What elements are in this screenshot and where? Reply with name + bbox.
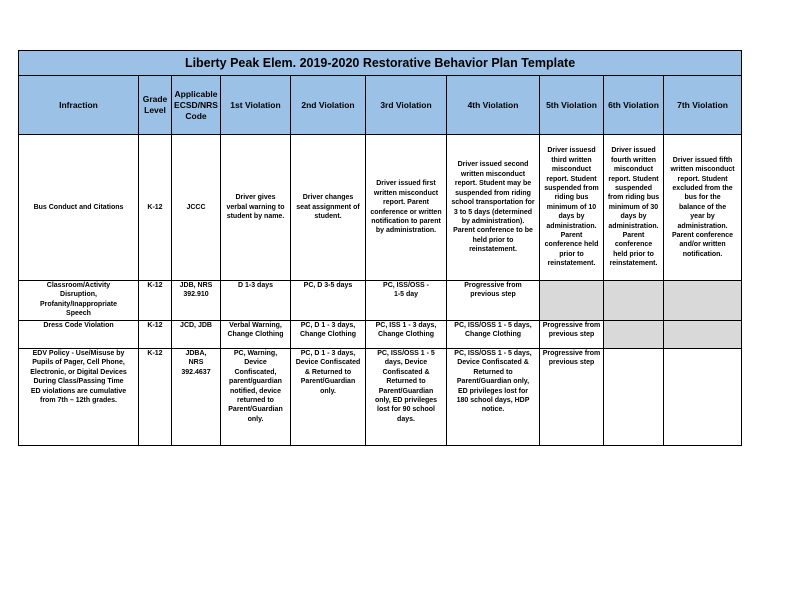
violation-4-cell: Driver issued second written misconduct report. Student may be suspended from riding school transportation for 3 to 5 days (determined by administration). Parent conference to be held prior to reinstatement.: [447, 135, 540, 281]
code-cell: JDB, NRS 392.910: [172, 281, 221, 321]
infraction-cell: Classroom/Activity Disruption, Profanity/Inappropriate Speech: [19, 281, 139, 321]
table-row: [19, 135, 742, 281]
violation-7-cell: [664, 349, 742, 446]
violation-2-cell: PC, D 1 - 3 days, Device Confiscated & Returned to Parent/Guardian only.: [291, 349, 366, 446]
violation-6-cell: Driver issued fourth written misconduct report. Student suspended from riding bus minimum of 30 days by administration. Parent conference held prior to reinstatement.: [604, 135, 664, 281]
violation-2-cell: Driver changes seat assignment of student.: [291, 135, 366, 281]
violation-1-cell: Driver gives verbal warning to student by name.: [221, 135, 291, 281]
header-row: [19, 76, 742, 135]
violation-5-cell: Progressive from previous step: [540, 321, 604, 349]
grade-cell: K-12: [139, 281, 172, 321]
violation-6-cell: [604, 321, 664, 349]
header-5th-violation: 5th Violation: [540, 76, 604, 135]
violation-1-cell: Verbal Warning, Change Clothing: [221, 321, 291, 349]
code-cell: JDBA, NRS 392.4637: [172, 349, 221, 446]
header-6th-violation: 6th Violation: [604, 76, 664, 135]
table-row: [19, 349, 742, 446]
grade-cell: K-12: [139, 349, 172, 446]
violation-1-cell: PC, Warning, Device Confiscated, parent/guardian notified, device returned to Parent/Guardian only.: [221, 349, 291, 446]
violation-4-cell: Progressive from previous step: [447, 281, 540, 321]
table-title: Liberty Peak Elem. 2019-2020 Restorative Behavior Plan Template: [19, 51, 742, 76]
violation-5-cell: Progressive from previous step: [540, 349, 604, 446]
violation-2-cell: PC, D 1 - 3 days, Change Clothing: [291, 321, 366, 349]
grade-cell: K-12: [139, 135, 172, 281]
grade-cell: K-12: [139, 321, 172, 349]
infraction-cell: Bus Conduct and Citations: [19, 135, 139, 281]
header-infraction: Infraction: [19, 76, 139, 135]
header-1st-violation: 1st Violation: [221, 76, 291, 135]
table-row: [19, 281, 742, 321]
violation-2-cell: PC, D 3-5 days: [291, 281, 366, 321]
violation-1-cell: D 1-3 days: [221, 281, 291, 321]
violation-6-cell: [604, 281, 664, 321]
title-row: [19, 51, 742, 76]
table-row: [19, 321, 742, 349]
code-cell: JCD, JDB: [172, 321, 221, 349]
violation-5-cell: Driver issuesd third written misconduct report. Student suspended from riding bus minimum of 10 days by administration. Parent conference held prior to reinstatement.: [540, 135, 604, 281]
violation-5-cell: [540, 281, 604, 321]
header-2nd-violation: 2nd Violation: [291, 76, 366, 135]
behavior-plan-table: [18, 50, 742, 446]
violation-3-cell: PC, ISS 1 - 3 days, Change Clothing: [366, 321, 447, 349]
header-code: Applicable ECSD/NRS Code: [172, 76, 221, 135]
violation-3-cell: Driver issued first written misconduct report. Parent conference or written notification to parent by administration.: [366, 135, 447, 281]
header-4th-violation: 4th Violation: [447, 76, 540, 135]
violation-7-cell: Driver issued fifth written misconduct report. Student excluded from the bus for the balance of the year by administration. Parent conference and/or written notification.: [664, 135, 742, 281]
infraction-cell: Dress Code Violation: [19, 321, 139, 349]
violation-3-cell: PC, ISS/OSS 1 - 5 days, Device Confiscated & Returned to Parent/Guardian only, ED privileges lost for 90 school days.: [366, 349, 447, 446]
header-7th-violation: 7th Violation: [664, 76, 742, 135]
violation-4-cell: PC, ISS/OSS 1 - 5 days, Change Clothing: [447, 321, 540, 349]
violation-4-cell: PC, ISS/OSS 1 - 5 days, Device Confiscated & Returned to Parent/Guardian only, ED privileges lost for 180 school days, HDP notice.: [447, 349, 540, 446]
header-3rd-violation: 3rd Violation: [366, 76, 447, 135]
header-grade-level: Grade Level: [139, 76, 172, 135]
code-cell: JCCC: [172, 135, 221, 281]
violation-7-cell: [664, 321, 742, 349]
violation-6-cell: [604, 349, 664, 446]
infraction-cell: EDV Policy - Use/Misuse by Pupils of Pager, Cell Phone, Electronic, or Digital Devices During Class/Passing Time ED violations are cumulative from 7th – 12th grades.: [19, 349, 139, 446]
violation-3-cell: PC, ISS/OSS - 1-5 day: [366, 281, 447, 321]
violation-7-cell: [664, 281, 742, 321]
